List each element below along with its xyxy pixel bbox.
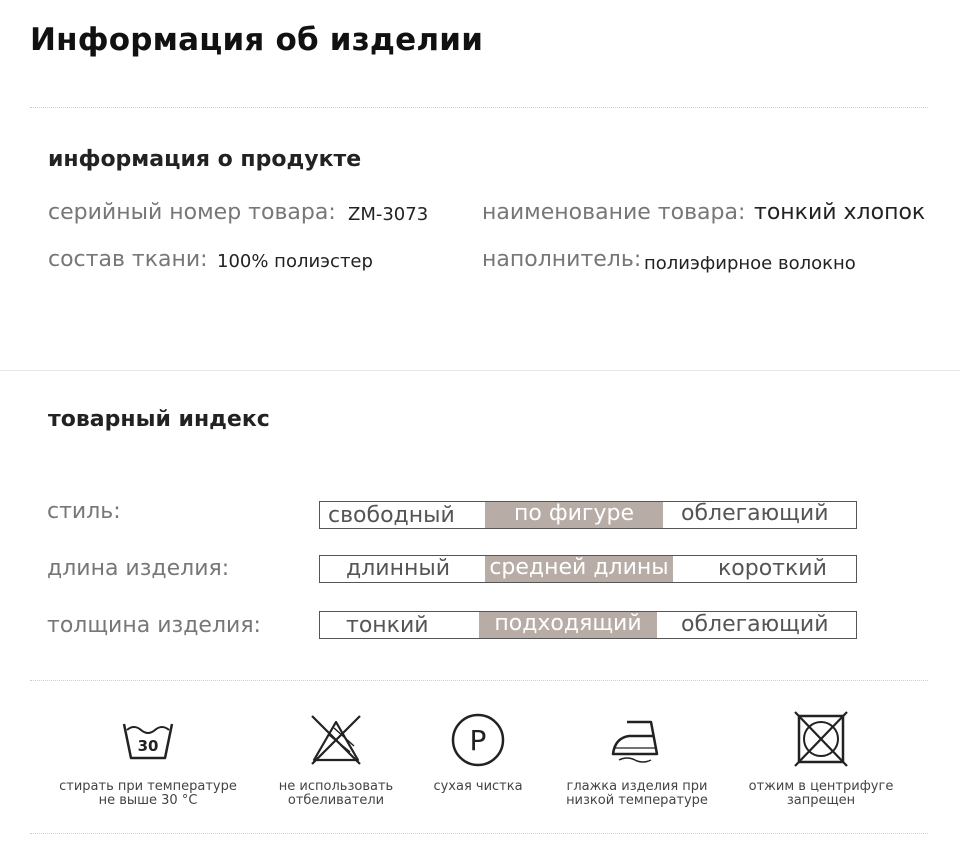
thickness-option-thick: облегающий (681, 612, 829, 637)
filler-label: наполнитель: (482, 247, 642, 272)
name-value: тонкий хлопок (754, 200, 926, 225)
dryclean-label-line1: сухая чистка (433, 779, 523, 794)
wash-label-line2: не выше 30 °C (98, 793, 198, 808)
iron-low-icon (607, 708, 667, 772)
product-index-title: товарный индекс (48, 407, 270, 432)
wash-30-icon (118, 708, 178, 772)
iron-label-line1: глажка изделия при (566, 779, 708, 794)
section-divider (0, 370, 960, 371)
care-item-iron (542, 708, 732, 808)
tumble-label-line1: отжим в центрифуге (748, 779, 894, 794)
filler-value: полиэфирное волокно (644, 253, 856, 274)
divider (30, 680, 928, 681)
divider (30, 833, 928, 834)
wash-label-line1: стирать при температуре (59, 779, 237, 794)
length-option-medium-selected: средней длины (485, 556, 673, 582)
length-scale (319, 555, 857, 583)
length-option-short: короткий (718, 556, 827, 581)
thickness-option-thin: тонкий (346, 613, 429, 638)
name-label: наименование товара: (482, 200, 746, 225)
style-option-fitted-selected: по фигуре (485, 502, 663, 528)
style-scale (319, 501, 857, 529)
page-title: Информация об изделии (30, 22, 484, 58)
thickness-scale (319, 611, 857, 639)
iron-label-line2: низкой температуре (566, 793, 708, 808)
no-bleach-icon (306, 708, 366, 772)
wash-temp-text: 30 (137, 737, 159, 755)
style-option-tight: облегающий (681, 501, 829, 526)
divider (30, 107, 928, 108)
bleach-label-line2: отбеливатели (287, 793, 385, 808)
serial-value: ZM-3073 (348, 204, 429, 225)
no-tumble-dry-icon (791, 708, 851, 772)
care-item-wash (53, 708, 243, 808)
fabric-label: состав ткани: (48, 247, 208, 272)
dry-clean-p-icon (448, 708, 508, 772)
tumble-label-line2: запрещен (786, 793, 856, 808)
thickness-label: толщина изделия: (47, 613, 261, 638)
serial-label: серийный номер товара: (48, 200, 336, 225)
fabric-value: 100% полиэстер (217, 251, 373, 272)
style-option-loose: свободный (328, 503, 455, 528)
length-label: длина изделия: (47, 556, 230, 581)
care-item-tumble (726, 708, 916, 808)
bleach-label-line1: не использовать (278, 779, 394, 794)
product-info-title: информация о продукте (48, 147, 362, 172)
dryclean-letter: P (469, 724, 487, 757)
thickness-option-medium-selected: подходящий (479, 612, 657, 638)
length-option-long: длинный (346, 556, 451, 581)
style-label: стиль: (47, 499, 121, 524)
